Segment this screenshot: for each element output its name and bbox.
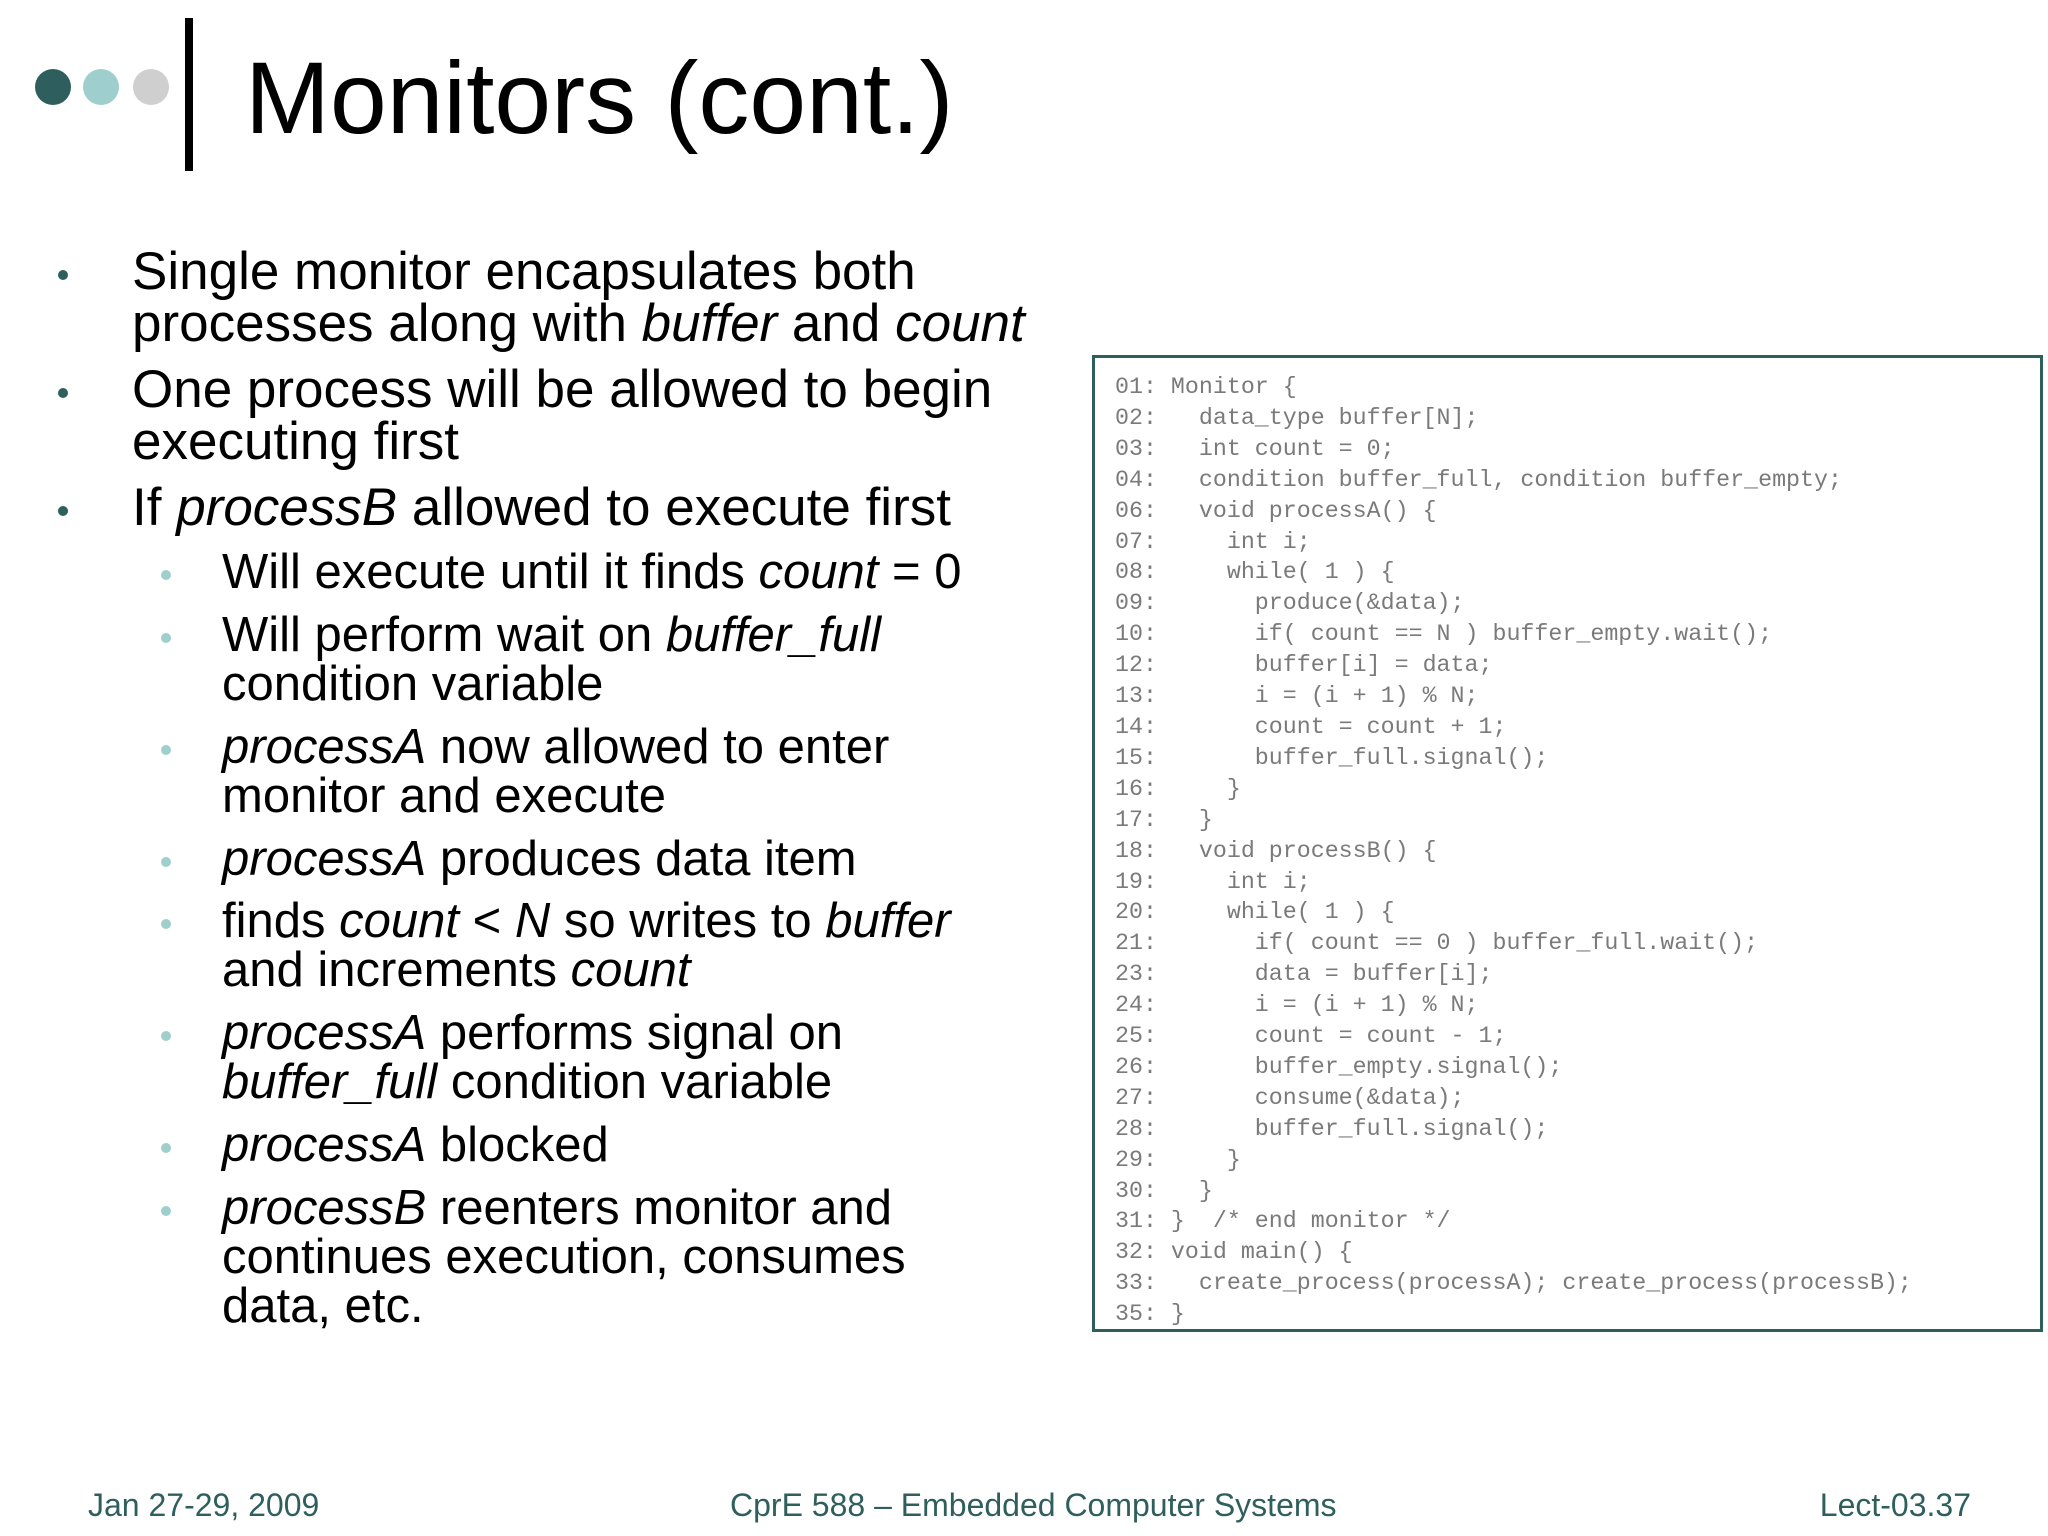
bullet-line: processA blocked: [222, 1118, 609, 1172]
bullet-line: Will perform wait on buffer_full: [222, 608, 882, 662]
footer-course: CprE 588 – Embedded Computer Systems: [730, 1487, 1337, 1523]
subbullet-execute-until: [222, 545, 962, 599]
code-line: 25: count = count - 1;: [1115, 1023, 1507, 1050]
code-line: 32: void main() {: [1115, 1239, 1353, 1266]
subbullet-marker: [161, 633, 171, 643]
code-line: 13: i = (i + 1) % N;: [1115, 683, 1479, 710]
code-line: 12: buffer[i] = data;: [1115, 652, 1493, 679]
code-line: 23: data = buffer[i];: [1115, 961, 1493, 988]
code-line: 29: }: [1115, 1146, 1241, 1173]
footer-slide-number: Lect-03.37: [1819, 1487, 1971, 1523]
subbullet-processa-blocked: [222, 1118, 609, 1172]
code-line: 01: Monitor {: [1115, 374, 1297, 400]
subbullet-processa-enter: [222, 720, 890, 823]
code-line: 04: condition buffer_full, condition buffer_empty;: [1115, 466, 1842, 493]
code-line: 30: }: [1115, 1177, 1213, 1204]
code-line: 33: create_process(processA); create_process(processB);: [1115, 1270, 1912, 1297]
bullet-marker: [58, 388, 68, 398]
code-line: 35: }: [1115, 1301, 1185, 1328]
bullet-marker: [58, 506, 68, 516]
bullet-line: processA now allowed to enter: [222, 720, 890, 774]
bullet-line: Single monitor encapsulates both: [132, 242, 916, 301]
bullet-line: buffer_full condition variable: [222, 1055, 833, 1109]
code-line: 18: void processB() {: [1115, 837, 1437, 864]
code-line: 21: if( count == 0 ) buffer_full.wait();: [1115, 930, 1759, 957]
code-line: 14: count = count + 1;: [1115, 713, 1507, 740]
bullet-if-processb: [132, 478, 951, 537]
code-line: 17: }: [1115, 806, 1213, 833]
code-line: 15: buffer_full.signal();: [1115, 744, 1549, 771]
subbullet-processb-reenters: [222, 1181, 906, 1333]
bullet-line: processA performs signal on: [222, 1006, 843, 1060]
code-line: 06: void processA() {: [1115, 497, 1437, 524]
subbullet-marker: [161, 919, 171, 929]
slide-title: Monitors (cont.): [245, 41, 954, 155]
code-line: 26: buffer_empty.signal();: [1115, 1053, 1563, 1080]
code-line: 08: while( 1 ) {: [1115, 559, 1395, 586]
bullet-line: continues execution, consumes: [222, 1230, 906, 1284]
code-line: 31: } /* end monitor */: [1115, 1208, 1451, 1235]
bullet-line: processes along with buffer and count: [132, 294, 1025, 353]
code-line: 02: data_type buffer[N];: [1115, 404, 1479, 431]
bullet-line: and increments count: [222, 943, 691, 997]
code-line: 16: }: [1115, 775, 1241, 802]
subbullet-processa-produces: [222, 832, 857, 886]
subbullet-finds-count: [222, 894, 951, 997]
code-line: 24: i = (i + 1) % N;: [1115, 992, 1479, 1019]
code-line: 07: int i;: [1115, 528, 1311, 555]
bullet-line: data, etc.: [222, 1279, 424, 1333]
code-line: 19: int i;: [1115, 868, 1311, 895]
subbullet-marker: [161, 1206, 171, 1216]
bullet-one-process: [132, 360, 993, 471]
bullet-list: [0, 0, 1080, 1400]
code-listing: [1092, 355, 2043, 1332]
subbullet-marker: [161, 570, 171, 580]
bullet-line: Will execute until it finds count = 0: [222, 545, 962, 599]
bullet-line: monitor and execute: [222, 769, 666, 823]
bullet-line: executing first: [132, 412, 459, 471]
subbullet-marker: [161, 1143, 171, 1153]
code-line: 20: while( 1 ) {: [1115, 899, 1395, 926]
subbullet-marker: [161, 1031, 171, 1041]
code-line: 03: int count = 0;: [1115, 435, 1395, 462]
subbullet-marker: [161, 857, 171, 867]
bullet-line: processA produces data item: [222, 832, 857, 886]
bullet-single-monitor: [132, 242, 1025, 353]
subbullet-perform-wait: [222, 608, 882, 711]
bullet-line: One process will be allowed to begin: [132, 360, 993, 419]
subbullet-marker: [161, 745, 171, 755]
bullet-line: processB reenters monitor and: [222, 1181, 893, 1235]
bullet-line: If processB allowed to execute first: [132, 478, 951, 537]
code-line: 10: if( count == N ) buffer_empty.wait();: [1115, 621, 1773, 648]
code-line: 28: buffer_full.signal();: [1115, 1115, 1549, 1142]
bullet-marker: [58, 270, 68, 280]
code-line: 09: produce(&data);: [1115, 590, 1465, 617]
footer-date: Jan 27-29, 2009: [88, 1487, 320, 1523]
bullet-line: condition variable: [222, 657, 604, 711]
subbullet-processa-signal: [222, 1006, 843, 1109]
code-line: 27: consume(&data);: [1115, 1084, 1465, 1111]
bullet-line: finds count < N so writes to buffer: [222, 894, 951, 948]
